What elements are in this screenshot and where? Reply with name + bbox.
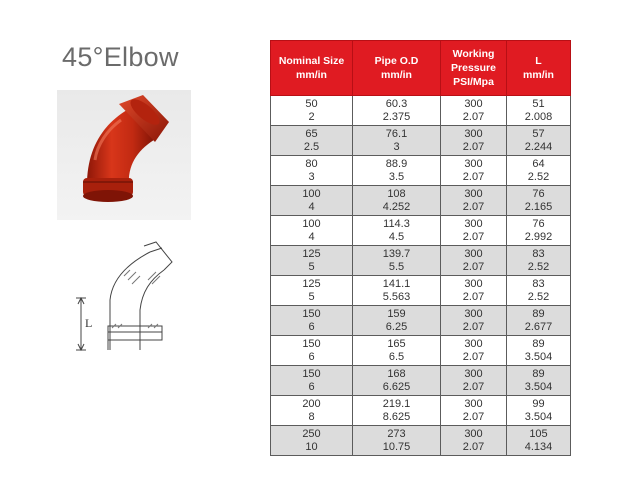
working-pressure-cell: 300 2.07 [441,306,507,336]
working-pressure-cell: 300 2.07 [441,276,507,306]
table-row [271,126,571,156]
working-pressure-cell: 300 2.07 [441,246,507,276]
pipe-od-cell: 139.7 5.5 [353,246,441,276]
working-pressure-cell: 300 2.07 [441,186,507,216]
nominal-size-cell: 150 6 [271,366,353,396]
working-pressure-cell: 300 2.07 [441,426,507,456]
working-pressure-cell: 300 2.07 [441,366,507,396]
nominal-size-cell: 125 5 [271,246,353,276]
l-cell: 83 2.52 [507,246,571,276]
nominal-size-cell: 200 8 [271,396,353,426]
table-row [271,96,571,126]
pipe-od-cell: 108 4.252 [353,186,441,216]
table-row [271,336,571,366]
pipe-od-cell: 141.1 5.563 [353,276,441,306]
l-cell: 89 3.504 [507,366,571,396]
nominal-size-cell: 150 6 [271,336,353,366]
header-working-pressure: Working Pressure PSI/Mpa [441,41,507,96]
working-pressure-cell: 300 2.07 [441,396,507,426]
table-row [271,156,571,186]
working-pressure-cell: 300 2.07 [441,336,507,366]
l-cell: 83 2.52 [507,276,571,306]
pipe-od-cell: 60.3 2.375 [353,96,441,126]
nominal-size-cell: 150 6 [271,306,353,336]
nominal-size-cell: 250 10 [271,426,353,456]
table-row [271,216,571,246]
header-pipe-od: Pipe O.D mm/in [353,41,441,96]
pipe-od-cell: 219.1 8.625 [353,396,441,426]
l-cell: 51 2.008 [507,96,571,126]
l-cell: 99 3.504 [507,396,571,426]
working-pressure-cell: 300 2.07 [441,216,507,246]
nominal-size-cell: 100 4 [271,186,353,216]
table-row [271,366,571,396]
table-row [271,246,571,276]
l-cell: 89 2.677 [507,306,571,336]
elbow-technical-drawing [72,240,192,360]
pipe-od-cell: 273 10.75 [353,426,441,456]
l-cell: 64 2.52 [507,156,571,186]
nominal-size-cell: 65 2.5 [271,126,353,156]
pipe-od-cell: 114.3 4.5 [353,216,441,246]
nominal-size-cell: 50 2 [271,96,353,126]
pipe-od-cell: 76.1 3 [353,126,441,156]
table-row [271,426,571,456]
elbow-photo [57,90,191,220]
specification-table [270,40,571,456]
nominal-size-cell: 80 3 [271,156,353,186]
pipe-od-cell: 159 6.25 [353,306,441,336]
working-pressure-cell: 300 2.07 [441,96,507,126]
l-cell: 76 2.165 [507,186,571,216]
l-cell: 89 3.504 [507,336,571,366]
header-l: L mm/in [507,41,571,96]
pipe-od-cell: 88.9 3.5 [353,156,441,186]
working-pressure-cell: 300 2.07 [441,156,507,186]
table-row [271,306,571,336]
table-row [271,276,571,306]
page-title: 45°Elbow [62,42,179,72]
l-cell: 57 2.244 [507,126,571,156]
table-header-row [271,41,571,96]
nominal-size-cell: 125 5 [271,276,353,306]
l-cell: 76 2.992 [507,216,571,246]
table-row [271,396,571,426]
working-pressure-cell: 300 2.07 [441,126,507,156]
header-nominal-size: Nominal Size mm/in [271,41,353,96]
pipe-od-cell: 168 6.625 [353,366,441,396]
nominal-size-cell: 100 4 [271,216,353,246]
pipe-od-cell: 165 6.5 [353,336,441,366]
l-cell: 105 4.134 [507,426,571,456]
table-row [271,186,571,216]
dimension-label-l: L [85,316,93,330]
